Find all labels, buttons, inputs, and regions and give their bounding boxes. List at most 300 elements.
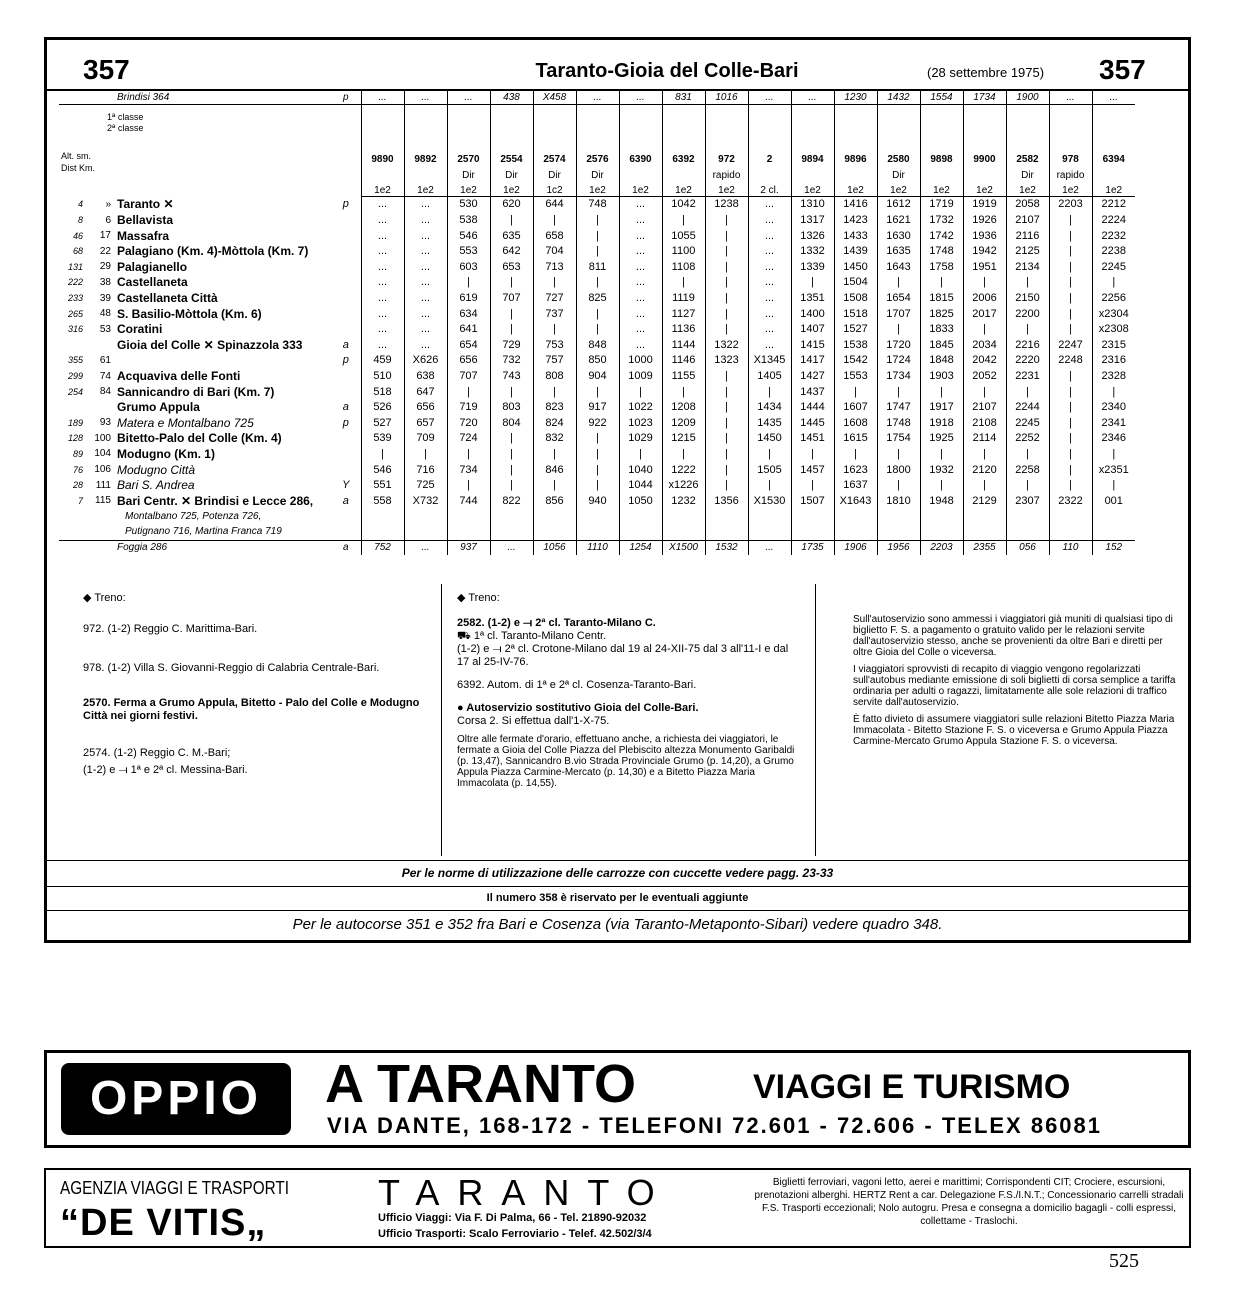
distance: 74 [99,370,111,382]
time-cell: 1615 [834,431,877,447]
time-cell: | [447,275,490,291]
time-cell: ... [404,321,447,337]
time-cell: 1951 [963,259,1006,275]
top-time: ... [404,90,447,105]
time-cell: | [1092,446,1135,462]
notes-left [83,592,433,777]
train-class: 1e2 [576,181,619,197]
table-row [59,462,1135,478]
time-cell: 642 [490,243,533,259]
time-cell: | [791,477,834,493]
top-time: 1230 [834,90,877,105]
time-cell: 620 [490,196,533,212]
notes-mid-head: ◆ Treno: [457,592,500,604]
time-cell: 2058 [1006,196,1049,212]
auto-text: Oltre alle fermate d'orario, effettuano anche, a richiesta dei viaggiatori, le fermate a Gioia del Colle Piazza del Plebiscito altezza Monumento Garibaldi (p. 13,47), Sannicandro B.vio Strada Provinciale Grumo (p. 14,20), a Grumo Appula Piazza Carmine-Mercato (p. 14,30) e a Bitetto Piazza Maria Immacolata (p. 14,55). [457,734,795,789]
time-cell: 2129 [963,493,1006,509]
time-cell: 1504 [834,275,877,291]
time-cell: 1310 [791,196,834,212]
time-cell: 1505 [748,462,791,478]
time-cell: ... [748,228,791,244]
time-cell: 1127 [662,306,705,322]
time-cell: 1407 [791,321,834,337]
time-cell: | [1006,275,1049,291]
time-cell: 635 [490,228,533,244]
time-cell: | [705,462,748,478]
time-cell: 1427 [791,368,834,384]
station-name: Palagiano (Km. 4)-Mòttola (Km. 7) [117,244,309,259]
station-note: Montalbano 725, Potenza 726, [125,510,262,522]
time-cell: | [705,477,748,493]
time-cell: ... [748,275,791,291]
station-name: Taranto ✕ [117,197,174,212]
time-cell: 2134 [1006,259,1049,275]
time-cell: 1356 [705,493,748,509]
time-cell: 1623 [834,462,877,478]
table-row [59,446,1135,462]
train-number: 9890 [361,105,404,166]
time-cell: 1040 [619,462,662,478]
time-cell: x2304 [1092,306,1135,322]
time-cell: 1734 [877,368,920,384]
time-cell: | [662,212,705,228]
altitude: 46 [72,230,83,241]
train-number: 2570 [447,105,490,166]
time-cell: ... [404,196,447,212]
train-number: 6394 [1092,105,1135,166]
bottom-time: 056 [1006,540,1049,555]
altitude [59,337,85,353]
time-cell: 1433 [834,228,877,244]
note-6392: 6392. Autom. di 1ª e 2ª cl. Cosenza-Taranto-Bari. [457,679,697,691]
time-cell: | [1006,384,1049,400]
arr-dep: a [342,338,349,351]
time-cell: ... [361,306,404,322]
time-cell: | [705,243,748,259]
time-cell: 2114 [963,431,1006,447]
time-cell: 1833 [920,321,963,337]
time-cell: 1754 [877,431,920,447]
time-cell: 2232 [1092,228,1135,244]
train-number: 9900 [963,105,1006,166]
time-cell: | [533,212,576,228]
time-cell: 1720 [877,337,920,353]
time-cell: 1527 [834,321,877,337]
time-cell: | [748,477,791,493]
table-row [59,212,1135,228]
time-cell: 2247 [1049,337,1092,353]
time-cell: 2107 [963,399,1006,415]
auto-line: Corsa 2. Si effettua dall'1-X-75. [457,715,610,727]
time-cell: 2307 [1006,493,1049,509]
time-cell: | [705,446,748,462]
time-cell: ... [361,196,404,212]
arr-dep: p [342,416,349,429]
time-cell: 1508 [834,290,877,306]
ad-de-vitis [44,1168,1191,1248]
time-cell: 1845 [920,337,963,353]
train-number: 6390 [619,105,662,166]
time-cell: 743 [490,368,533,384]
time-cell: 1332 [791,243,834,259]
time-cell: ... [619,306,662,322]
train-type: rapido [705,165,748,181]
time-cell: 2034 [963,337,1006,353]
train-number: 2580 [877,105,920,166]
time-cell: | [1049,243,1092,259]
train-class: 1e2 [1092,181,1135,197]
altitude: 4 [77,199,83,210]
time-cell: | [705,275,748,291]
station-name: Massafra [117,228,170,243]
station-name: Castellaneta Città [117,291,218,306]
time-cell: 1637 [834,477,877,493]
time-cell: 846 [533,462,576,478]
table-row [59,431,1135,447]
bottom-time: ... [404,540,447,555]
time-cell: 1119 [662,290,705,306]
time-cell: 518 [361,384,404,400]
time-cell: 1608 [834,415,877,431]
time-cell: | [490,384,533,400]
table-row [59,243,1135,259]
time-cell: | [705,212,748,228]
time-cell: 729 [490,337,533,353]
page-number: 525 [1109,1250,1139,1272]
time-cell: | [1049,446,1092,462]
time-cell: ... [619,196,662,212]
station-name: Bellavista [117,213,174,228]
train-type [404,165,447,181]
station-note: Putignano 716, Martina Franca 719 [125,526,282,538]
time-cell: | [920,477,963,493]
time-cell: 824 [533,415,576,431]
time-cell: 641 [447,321,490,337]
altitude: 254 [67,386,83,397]
time-cell: 737 [533,306,576,322]
time-cell: ... [361,275,404,291]
time-cell: 1146 [662,353,705,369]
time-cell: | [748,384,791,400]
arr-dep: p [342,354,349,367]
time-cell: 748 [576,196,619,212]
time-cell: 1009 [619,368,662,384]
time-cell: ... [748,290,791,306]
top-ref: 364 [152,91,170,103]
station-name: S. Basilio-Mòttola (Km. 6) [117,306,262,321]
time-cell: 658 [533,228,576,244]
time-cell: 1848 [920,353,963,369]
altitude [59,399,85,415]
train-number: 9892 [404,105,447,166]
train-type [748,165,791,181]
bottom-label: Foggia [117,542,148,554]
station-name: Matera e Montalbano 725 [117,415,254,430]
train-number: 2582 [1006,105,1049,166]
train-number: 9896 [834,105,877,166]
time-cell: 2052 [963,368,1006,384]
bottom-time: 937 [447,540,490,555]
time-cell: ... [619,212,662,228]
time-cell: | [576,446,619,462]
train-number: 2554 [490,105,533,166]
bottom-ref: 286 [150,542,168,554]
time-cell: | [1049,212,1092,228]
time-cell: 1445 [791,415,834,431]
time-cell: | [576,306,619,322]
train-type [963,165,1006,181]
time-cell: 1023 [619,415,662,431]
station-name: Castellaneta [117,275,188,290]
note-2574-a: 2574. (1-2) Reggio C. M.-Bari; [83,747,231,759]
time-cell: 1434 [748,399,791,415]
distance: 22 [99,245,111,257]
arr-dep [331,321,361,337]
distance: 93 [99,417,111,429]
time-cell: | [1006,446,1049,462]
distance: 115 [95,495,111,507]
time-cell: 917 [576,399,619,415]
train-class: 1e2 [877,181,920,197]
time-cell: 1719 [920,196,963,212]
time-cell: ... [404,306,447,322]
time-cell: ... [748,212,791,228]
time-cell: 656 [447,353,490,369]
time-cell: | [361,446,404,462]
time-cell: | [1092,384,1135,400]
train-class: 1e2 [834,181,877,197]
timetable-frame [44,37,1191,943]
time-cell: 2042 [963,353,1006,369]
train-number: 2574 [533,105,576,166]
time-cell: 832 [533,431,576,447]
time-cell: 1732 [920,212,963,228]
time-cell: 2244 [1006,399,1049,415]
time-cell: ... [748,243,791,259]
arr-dep [331,431,361,447]
bottom-time: 752 [361,540,404,555]
time-cell: | [1049,431,1092,447]
time-cell: ... [748,306,791,322]
time-cell: 1621 [877,212,920,228]
time-cell: 744 [447,493,490,509]
train-type [1092,165,1135,181]
time-cell: | [1092,477,1135,493]
time-cell: | [877,321,920,337]
bottom-time: X1500 [662,540,705,555]
time-cell: 922 [576,415,619,431]
time-cell: | [920,446,963,462]
time-cell: ... [619,243,662,259]
time-cell: 1029 [619,431,662,447]
time-cell: | [920,384,963,400]
time-cell: | [490,212,533,228]
station-name: Modugno Città [117,462,196,477]
altitude: 233 [67,293,83,304]
bottom-time: 2203 [920,540,963,555]
time-cell: 719 [447,399,490,415]
arr-dep [331,462,361,478]
distance: » [105,198,111,210]
time-cell: | [576,431,619,447]
bottom-time: 1110 [576,540,619,555]
distance [85,337,113,353]
top-time: 1734 [963,90,1006,105]
station-name: Bari Centr. ✕ Brindisi e Lecce 286, [117,493,314,508]
ad2-agency: AGENZIA VIAGGI E TRASPORTI [60,1178,289,1198]
time-cell: 713 [533,259,576,275]
time-cell: | [877,275,920,291]
table-row [59,415,1135,431]
time-cell: ... [619,275,662,291]
altitude: 131 [67,261,83,272]
train-type: Dir [877,165,920,181]
time-cell: 1925 [920,431,963,447]
time-cell: 634 [447,306,490,322]
top-label: Brindisi [117,91,150,103]
time-cell: ... [361,321,404,337]
distance [85,399,113,415]
time-cell: 1322 [705,337,748,353]
time-cell: 1654 [877,290,920,306]
time-cell: | [490,477,533,493]
arr-dep [331,290,361,306]
notes-left-head: ◆ Treno: [83,592,126,604]
time-cell: 603 [447,259,490,275]
time-cell: | [490,431,533,447]
time-cell: | [834,446,877,462]
time-cell: 2245 [1006,415,1049,431]
bottom-suffix: a [331,540,361,555]
time-cell: 716 [404,462,447,478]
time-cell: | [576,275,619,291]
time-cell: 1415 [791,337,834,353]
time-cell: 2248 [1049,353,1092,369]
time-cell: | [1049,306,1092,322]
train-class: 1e2 [404,181,447,197]
time-cell: | [490,446,533,462]
train-number: 2 [748,105,791,166]
time-cell: 1918 [920,415,963,431]
bottom-row-label [113,540,331,555]
time-cell: 657 [404,415,447,431]
time-cell: 1050 [619,493,662,509]
time-cell: 551 [361,477,404,493]
time-cell: 727 [533,290,576,306]
time-cell: | [1049,259,1092,275]
time-cell: 553 [447,243,490,259]
time-cell: 653 [490,259,533,275]
time-cell: ... [619,321,662,337]
time-cell: 904 [576,368,619,384]
time-cell: ... [404,259,447,275]
time-cell: 1707 [877,306,920,322]
arr-dep [331,243,361,259]
time-cell: ... [619,228,662,244]
distance: 111 [95,479,111,491]
footer-line-3: Per le autocorse 351 e 352 fra Bari e Cosenza (via Taranto-Metaponto-Sibari) vedere quadro 348. [292,916,943,933]
time-cell: 720 [447,415,490,431]
time-cell: | [791,275,834,291]
distance: 6 [105,214,111,226]
table-number-right: 357 [1099,54,1146,85]
distance: 61 [99,354,111,366]
time-cell: 822 [490,493,533,509]
time-cell: | [963,321,1006,337]
time-cell: 1518 [834,306,877,322]
altitude: 189 [67,417,83,428]
top-suffix: p [331,90,361,105]
time-cell: | [1049,462,1092,478]
time-cell: 656 [404,399,447,415]
time-cell: | [1049,228,1092,244]
time-cell: 1815 [920,290,963,306]
table-row [59,493,1135,509]
timetable [59,90,1135,555]
time-cell: | [877,446,920,462]
distance: 17 [99,230,111,242]
time-cell: 538 [447,212,490,228]
dist-label: Dist Km. [61,163,96,173]
time-cell: 459 [361,353,404,369]
time-cell: 1612 [877,196,920,212]
time-cell: | [1049,321,1092,337]
time-cell: 704 [533,243,576,259]
top-time: X458 [533,90,576,105]
ad2-services: Biglietti ferroviari, vagoni letto, aerei e marittimi; Corrispondenti CIT; Crociere, escursioni, prenotazioni alberghi. HERTZ Rent a car. Delegazione F.S./I.N.T.; Concessionario carrelli stradali F.S. Trasporti eccezionali; Nolo autogru. Presa e consegna a domicilio bagagli - colli espressi, collettame - Traslochi. [754,1177,1184,1227]
time-cell: 1351 [791,290,834,306]
table-row [59,259,1135,275]
train-class: 2 cl. [748,181,791,197]
footer-line-2: Il numero 358 è riservato per le eventuali aggiunte [486,892,749,904]
bottom-time: 2355 [963,540,1006,555]
train-number: 2576 [576,105,619,166]
top-time: ... [748,90,791,105]
time-cell: | [963,275,1006,291]
train-type: Dir [447,165,490,181]
ad-oppio [44,1050,1191,1148]
time-cell: 1339 [791,259,834,275]
time-cell: 539 [361,431,404,447]
time-cell: | [1049,275,1092,291]
train-type: rapido [1049,165,1092,181]
altitude: 7 [77,495,83,506]
altitude: 28 [72,480,83,491]
time-cell: ... [361,259,404,275]
note-2582-c: (1-2) e ⟞ 2ª cl. Crotone-Milano dal 19 al 24-XII-75 dal 3 all'11-I e dal 17 al 25-IV-76. [457,643,789,668]
altitude: 299 [67,371,83,382]
top-time: 1016 [705,90,748,105]
time-cell: | [1006,477,1049,493]
train-type [662,165,705,181]
time-cell: 2315 [1092,337,1135,353]
bottom-time: 1056 [533,540,576,555]
time-cell: 1238 [705,196,748,212]
top-time: 1432 [877,90,920,105]
time-cell: 856 [533,493,576,509]
altitude: 222 [67,277,83,288]
time-cell: | [490,306,533,322]
time-cell: 2346 [1092,431,1135,447]
time-cell: X732 [404,493,447,509]
time-cell: ... [361,243,404,259]
table-row [59,306,1135,322]
train-class: 1e2 [920,181,963,197]
arr-dep [331,384,361,400]
table-row [59,477,1135,493]
arr-dep: p [342,198,349,211]
top-time: 438 [490,90,533,105]
